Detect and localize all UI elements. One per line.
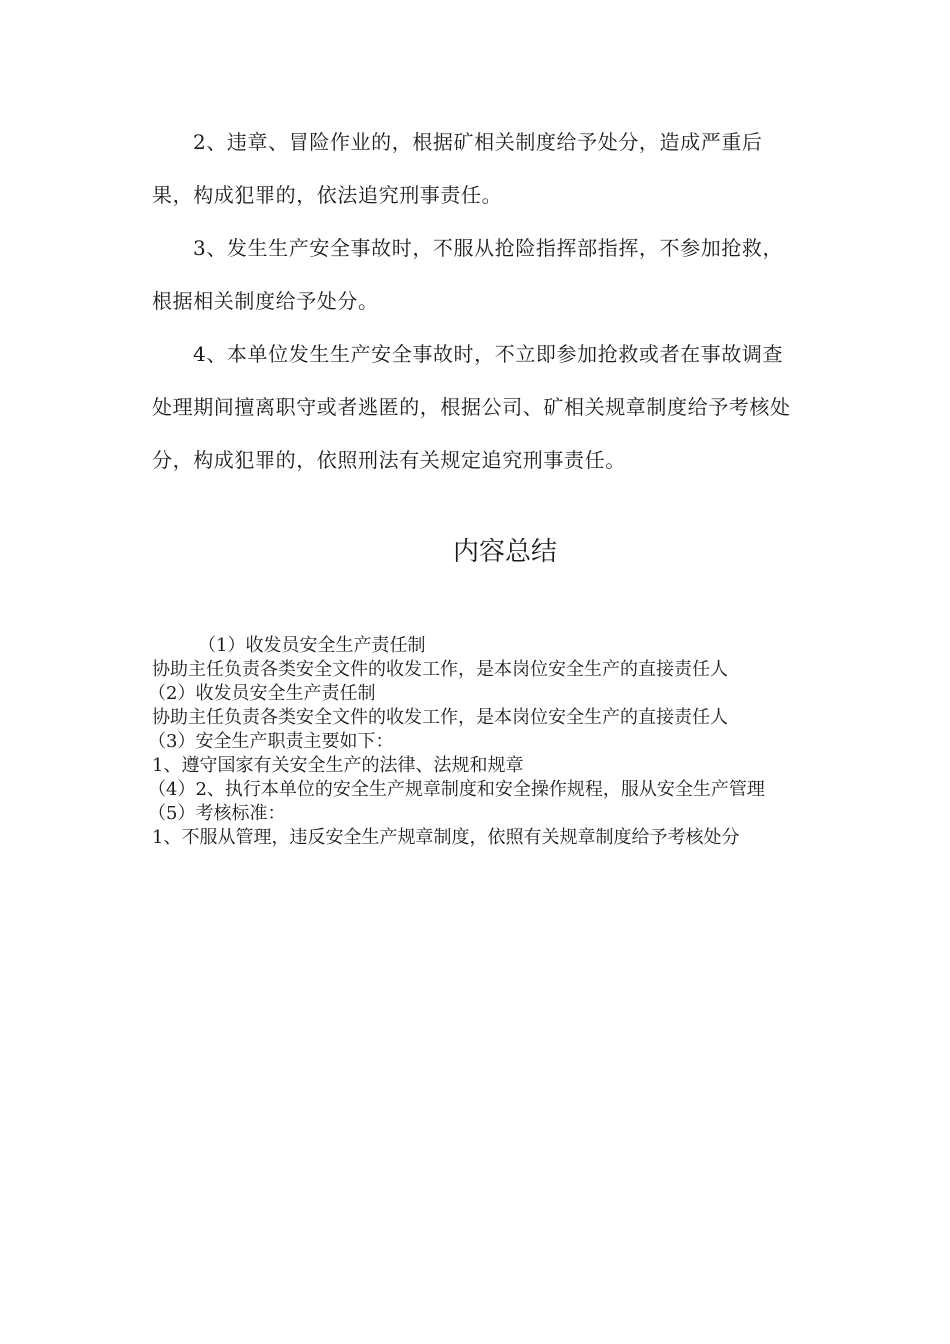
summary-section: [148, 634, 802, 850]
summary-title: 内容总结: [452, 537, 557, 567]
paragraph-item-4: 4、本单位发生生产安全事故时，不立即参加抢救或者在事故调查处理期间擅离职守或者逃匿的，根据公司、矿相关规章制度给予考核处分，构成犯罪的，依照刑法有关规定追究刑事责任。: [152, 342, 791, 472]
summary-text-1: 协助主任负责各类安全文件的收发工作，是本岗位安全生产的直接责任人: [152, 659, 728, 680]
summary-heading-5: （5）考核标准：: [148, 803, 286, 824]
summary-heading-4: （4）2、执行本单位的安全生产规章制度和安全操作规程，服从安全生产管理: [148, 779, 765, 800]
summary-text-5: 1、不服从管理，违反安全生产规章制度，依照有关规章制度给予考核处分: [152, 827, 740, 848]
paragraph-item-3: 3、发生生产安全事故时，不服从抢险指挥部指挥，不参加抢救，根据相关制度给予处分。: [152, 236, 784, 313]
summary-text-3: 1、遵守国家有关安全生产的法律、法规和规章: [152, 755, 524, 776]
summary-text-2: 协助主任负责各类安全文件的收发工作，是本岗位安全生产的直接责任人: [152, 707, 728, 728]
summary-heading-1: （1）收发员安全生产责任制: [198, 635, 426, 656]
summary-heading-2: （2）收发员安全生产责任制: [148, 683, 376, 704]
body-text: [152, 116, 802, 487]
paragraph-item-2: 2、违章、冒险作业的，根据矿相关制度给予处分，造成严重后果，构成犯罪的，依法追究刑事责任。: [152, 130, 763, 207]
summary-heading-3: （3）安全生产职责主要如下：: [148, 731, 394, 752]
